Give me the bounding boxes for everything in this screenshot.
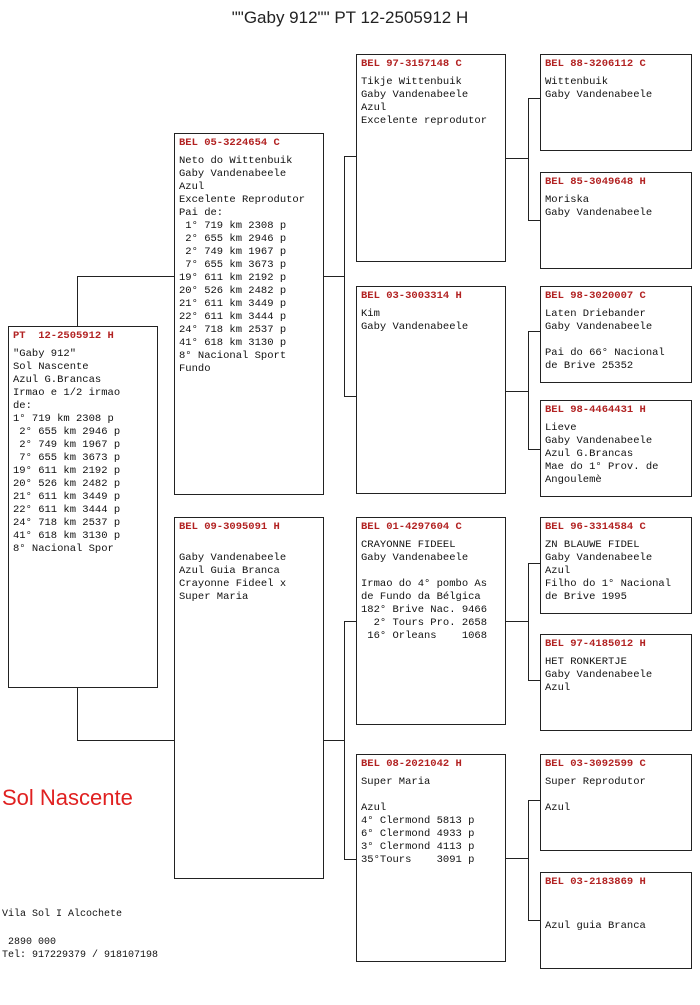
pedigree-subject-card	[8, 326, 158, 688]
ring-number: BEL 98-3020007 C	[545, 290, 646, 302]
pedigree-line: 6° Clermond 4933 p	[361, 828, 475, 840]
pedigree-ggp-card-1	[540, 54, 692, 151]
ring-number: BEL 97-3157148 C	[361, 58, 462, 70]
pedigree-line: Gaby Vandenabeele	[361, 321, 469, 333]
pedigree-line: 22° 611 km 3444 p	[179, 311, 287, 323]
connector-line	[77, 740, 174, 741]
pedigree-line: 21° 611 km 3449 p	[179, 298, 287, 310]
pedigree-line: Azul G.Brancas	[545, 448, 634, 460]
ring-number: BEL 97-4185012 H	[545, 638, 646, 650]
pedigree-line: 2° Tours Pro. 2658	[361, 617, 488, 629]
pedigree-line: Azul Guia Branca	[179, 565, 280, 577]
pedigree-line: de Brive 25352	[545, 360, 634, 372]
pedigree-line	[545, 894, 687, 907]
pedigree-line: Excelente reprodutor	[361, 115, 488, 127]
connector-line	[528, 680, 540, 681]
pedigree-line: 24° 718 km 2537 p	[179, 324, 287, 336]
pedigree-ggp-card-4	[540, 400, 692, 497]
pedigree-line: Azul	[361, 802, 387, 814]
pedigree-line: Super Maria	[361, 776, 431, 788]
pedigree-line: 1° 719 km 2308 p	[179, 220, 287, 232]
ring-number: BEL 09-3095091 H	[179, 521, 280, 533]
ring-number: BEL 96-3314584 C	[545, 521, 646, 533]
pedigree-line: Moriska	[545, 194, 590, 206]
connector-line	[344, 396, 356, 397]
pedigree-line: de Fundo da Bélgica	[361, 591, 481, 603]
pedigree-line: Angoulemè	[545, 474, 602, 486]
pedigree-line: 21° 611 km 3449 p	[13, 491, 121, 503]
pedigree-line: 7° 655 km 3673 p	[179, 259, 287, 271]
connector-line	[344, 156, 356, 157]
pedigree-dam-card	[174, 517, 324, 879]
connector-line	[77, 276, 174, 277]
page-title: ""Gaby 912"" PT 12-2505912 H	[231, 8, 469, 27]
pedigree-dam-dam-card	[356, 754, 506, 962]
pedigree-line: 20° 526 km 2482 p	[179, 285, 287, 297]
connector-line	[506, 391, 528, 392]
pedigree-line: Azul	[545, 565, 571, 577]
pedigree-line: HET RONKERTJE	[545, 656, 627, 668]
pedigree-line: Neto do Wittenbuik	[179, 155, 293, 167]
ring-number: BEL 08-2021042 H	[361, 758, 462, 770]
pedigree-line: Super Maria	[179, 591, 249, 603]
contact-phone: Tel: 917229379 / 918107198	[2, 950, 159, 961]
connector-line	[528, 920, 540, 921]
pedigree-line	[361, 565, 501, 578]
connector-line	[344, 156, 345, 396]
connector-line	[344, 621, 345, 859]
pedigree-line: 16° Orleans 1068	[361, 630, 488, 642]
pedigree-line: Excelente Reprodutor	[179, 194, 306, 206]
contact-postal: 2890 000	[2, 937, 57, 948]
pedigree-line: Azul	[545, 682, 571, 694]
pedigree-dam-sire-card	[356, 517, 506, 725]
pedigree-line: 35°Tours 3091 p	[361, 854, 475, 866]
pedigree-line: de:	[13, 400, 32, 412]
pedigree-ggp-card-8	[540, 872, 692, 969]
ring-number: BEL 85-3049648 H	[545, 176, 646, 188]
connector-line	[344, 859, 356, 860]
ring-number: BEL 03-2183869 H	[545, 876, 646, 888]
pedigree-line: 1° 719 km 2308 p	[13, 413, 114, 425]
pedigree-line: Mae do 1° Prov. de	[545, 461, 659, 473]
connector-line	[506, 158, 528, 159]
pedigree-line: Super Reprodutor	[545, 776, 646, 788]
pedigree-line: 22° 611 km 3444 p	[13, 504, 121, 516]
ring-number: BEL 03-3003314 H	[361, 290, 462, 302]
pedigree-line: Azul G.Brancas	[13, 374, 102, 386]
pedigree-line: Gaby Vandenabeele	[361, 552, 469, 564]
pedigree-line	[179, 539, 319, 552]
pedigree-line: 19° 611 km 2192 p	[13, 465, 121, 477]
pedigree-sire-dam-card	[356, 286, 506, 494]
pedigree-line: Azul	[361, 102, 387, 114]
pedigree-sire-sire-card	[356, 54, 506, 262]
pedigree-line: 8° Nacional Sport	[179, 350, 287, 362]
ring-number: PT 12-2505912 H	[13, 330, 114, 342]
connector-line	[528, 563, 540, 564]
connector-line	[506, 858, 528, 859]
pedigree-line	[361, 789, 501, 802]
pedigree-line: 41° 618 km 3130 p	[179, 337, 287, 349]
pedigree-line: ZN BLAUWE FIDEL	[545, 539, 640, 551]
pedigree-line	[545, 789, 687, 802]
pedigree-line: Crayonne Fideel x	[179, 578, 287, 590]
connector-line	[77, 688, 78, 740]
pedigree-sire-card	[174, 133, 324, 495]
pedigree-line: Pai do 66° Nacional	[545, 347, 665, 359]
pedigree-line: Laten Driebander	[545, 308, 646, 320]
pedigree-line: Azul	[545, 802, 571, 814]
connector-line	[77, 276, 78, 326]
ring-number: BEL 88-3206112 C	[545, 58, 646, 70]
pedigree-line: 2° 655 km 2946 p	[179, 233, 287, 245]
connector-line	[506, 621, 528, 622]
pedigree-line: 20° 526 km 2482 p	[13, 478, 121, 490]
ring-number: BEL 05-3224654 C	[179, 137, 280, 149]
pedigree-line: de Brive 1995	[545, 591, 627, 603]
pedigree-line: Gaby Vandenabeele	[361, 89, 469, 101]
ring-number: BEL 98-4464431 H	[545, 404, 646, 416]
pedigree-line: 2° 655 km 2946 p	[13, 426, 121, 438]
connector-line	[528, 800, 540, 801]
contact-address: Vila Sol I Alcochete	[2, 909, 123, 920]
connector-line	[528, 563, 529, 680]
pedigree-line	[545, 334, 687, 347]
connector-line	[528, 98, 529, 220]
pedigree-line: 2° 749 km 1967 p	[179, 246, 287, 258]
pedigree-line: Lieve	[545, 422, 577, 434]
pedigree-line: Wittenbuik	[545, 76, 609, 88]
pedigree-line: 2° 749 km 1967 p	[13, 439, 121, 451]
connector-line	[528, 800, 529, 920]
pedigree-line: 24° 718 km 2537 p	[13, 517, 121, 529]
pedigree-line: CRAYONNE FIDEEL	[361, 539, 456, 551]
pedigree-line: Irmao e 1/2 irmao	[13, 387, 121, 399]
connector-line	[344, 621, 356, 622]
ring-number: BEL 03-3092599 C	[545, 758, 646, 770]
pedigree-line: Azul	[179, 181, 205, 193]
pedigree-ggp-card-7	[540, 754, 692, 851]
connector-line	[324, 276, 344, 277]
pedigree-line: 19° 611 km 2192 p	[179, 272, 287, 284]
connector-line	[528, 331, 529, 449]
pedigree-line: Fundo	[179, 363, 211, 375]
connector-line	[528, 98, 540, 99]
pedigree-line: Gaby Vandenabeele	[179, 168, 287, 180]
pedigree-line: Gaby Vandenabeele	[545, 207, 653, 219]
connector-line	[528, 449, 540, 450]
pedigree-ggp-card-5	[540, 517, 692, 614]
pedigree-line: Gaby Vandenabeele	[545, 435, 653, 447]
pedigree-line: Azul guia Branca	[545, 920, 646, 932]
pedigree-line: Gaby Vandenabeele	[545, 321, 653, 333]
pedigree-line: Irmao do 4° pombo As	[361, 578, 488, 590]
pedigree-line	[545, 907, 687, 920]
pedigree-line: Gaby Vandenabeele	[179, 552, 287, 564]
pedigree-line: Filho do 1° Nacional	[545, 578, 672, 590]
pedigree-line: 182° Brive Nac. 9466	[361, 604, 488, 616]
pedigree-line: 4° Clermond 5813 p	[361, 815, 475, 827]
pedigree-line: 8° Nacional Spor	[13, 543, 114, 555]
pedigree-line: Gaby Vandenabeele	[545, 669, 653, 681]
pedigree-ggp-card-3	[540, 286, 692, 383]
pedigree-line: Kim	[361, 308, 380, 320]
pedigree-line: Tikje Wittenbuik	[361, 76, 462, 88]
pedigree-ggp-card-6	[540, 634, 692, 731]
pedigree-line: 41° 618 km 3130 p	[13, 530, 121, 542]
pedigree-line: Gaby Vandenabeele	[545, 89, 653, 101]
pedigree-line: 7° 655 km 3673 p	[13, 452, 121, 464]
pedigree-line: Gaby Vandenabeele	[545, 552, 653, 564]
pedigree-line: Pai de:	[179, 207, 224, 219]
pedigree-ggp-card-2	[540, 172, 692, 269]
connector-line	[324, 740, 344, 741]
connector-line	[528, 331, 540, 332]
connector-line	[528, 220, 540, 221]
pedigree-line: 3° Clermond 4113 p	[361, 841, 475, 853]
ring-number: BEL 01-4297604 C	[361, 521, 462, 533]
pedigree-line: "Gaby 912"	[13, 348, 77, 360]
pedigree-line: Sol Nascente	[13, 361, 89, 373]
loft-name: Sol Nascente	[2, 785, 133, 810]
